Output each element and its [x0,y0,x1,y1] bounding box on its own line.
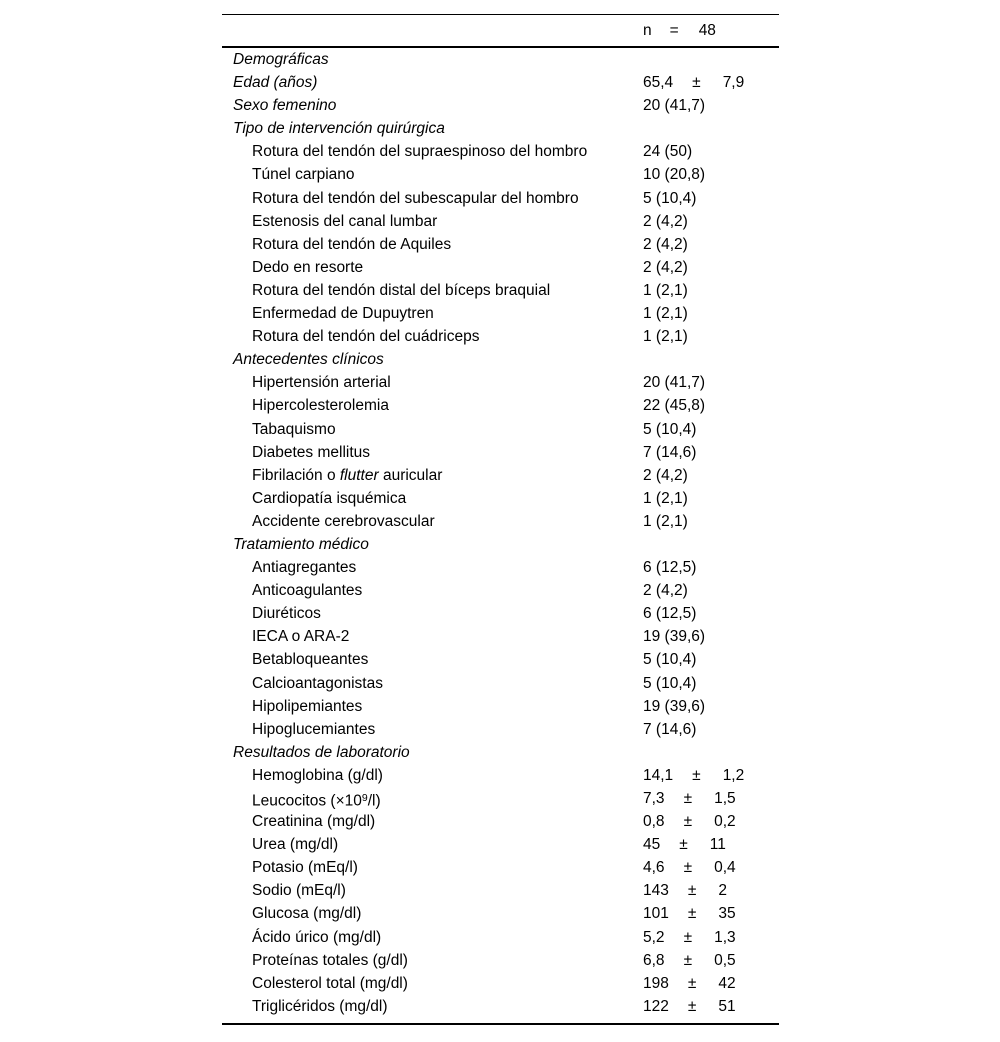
row-label [233,71,317,94]
section-row [222,117,779,140]
label-text: Proteínas totales (g/dl) [252,951,408,969]
label-text: IECA o ARA-2 [252,628,350,646]
label-text: Resultados de laboratorio [233,743,410,761]
stat-mean: 5,2 [643,928,665,946]
stat-sd: 7,9 [722,74,745,92]
row-label [252,695,362,718]
label-text: Ácido úrico (mg/dl) [252,928,382,946]
row-value-stat [643,902,736,925]
row-value-count: 2 (4,2) [643,466,688,484]
table-row [222,602,779,625]
table-row [222,995,779,1018]
stat-mean: 6,8 [643,951,665,969]
row-value-count: 1 (2,1) [643,305,688,323]
table-header-row [222,15,779,48]
row-value-count: 2 (4,2) [643,258,688,276]
table-rule-bottom [222,1023,779,1025]
row-value-count: 10 (20,8) [643,166,706,184]
row-value-count: 5 (10,4) [643,651,697,669]
table-row [222,394,779,417]
row-value-count: 19 (39,6) [643,628,706,646]
table-row [222,464,779,487]
table-row [222,256,779,279]
label-text: Sexo femenino [233,97,337,115]
row-label [252,418,336,441]
row-label [252,926,381,949]
table-row [222,648,779,671]
label-text: Betabloqueantes [252,651,369,669]
stat-sd: 11 [709,836,726,854]
row-label [252,487,406,510]
label-text: Tratamiento médico [233,535,369,553]
row-label [252,810,375,833]
row-value-stat [643,879,727,902]
row-value-count: 24 (50) [643,143,693,161]
label-text: Diabetes mellitus [252,443,371,461]
row-value-stat [643,810,736,833]
table-row [222,418,779,441]
row-value-count: 1 (2,1) [643,328,688,346]
row-label [252,394,389,417]
stat-mean: 143 [643,882,669,900]
label-text: flutter [339,466,379,484]
plus-minus-sign: ± [679,836,688,854]
plus-minus-sign: ± [687,882,697,900]
row-value-stat [643,833,726,856]
label-text: Rotura del tendón de Aquiles [252,235,452,253]
row-value-stat [643,71,744,94]
row-label [233,348,384,371]
row-label [252,672,383,695]
label-text: Estenosis del canal lumbar [252,212,438,230]
label-text: Rotura del tendón distal del bíceps braquial [252,281,551,299]
row-label [252,210,437,233]
table-row [222,187,779,210]
plus-minus-sign: ± [692,766,701,784]
row-label [252,163,355,186]
stat-sd: 42 [718,974,736,992]
label-text: Tabaquismo [252,420,336,438]
table-row [222,787,779,810]
label-text: Demográficas [233,51,329,68]
row-value-count: 7 (14,6) [643,720,697,738]
row-value-stat [643,856,736,879]
stat-sd: 1,5 [714,790,736,807]
table-row [222,94,779,117]
label-text: Colesterol total (mg/dl) [252,974,408,992]
stat-sd: 1,2 [722,766,745,784]
stat-sd: 2 [718,882,728,900]
row-value-count: 1 (2,1) [643,489,688,507]
table-row [222,441,779,464]
label-text: Leucocitos (×10 [252,792,362,810]
table-row [222,371,779,394]
plus-minus-sign: ± [683,951,693,969]
row-label [252,140,587,163]
row-label [252,879,346,902]
label-text: Potasio (mEq/l) [252,859,358,877]
stat-sd: 0,2 [714,813,736,831]
row-value-stat [643,926,736,949]
stat-sd: 35 [718,905,736,923]
table-row [222,695,779,718]
stat-sd: 0,5 [714,951,736,969]
table-row [222,510,779,533]
label-text: Triglicéridos (mg/dl) [252,997,388,1015]
table-row [222,210,779,233]
label-text: Enfermedad de Dupuytren [252,305,434,323]
label-text: Creatinina (mg/dl) [252,813,376,831]
table-row [222,810,779,833]
plus-minus-sign: ± [683,813,693,831]
table-row [222,972,779,995]
table-row [222,926,779,949]
label-text: Urea (mg/dl) [252,836,339,854]
label-text: Anticoagulantes [252,582,363,600]
row-label [252,995,388,1018]
stat-mean: 4,6 [643,859,665,877]
label-text: auricular [378,466,443,484]
plus-minus-sign: ± [683,859,693,877]
row-label [252,279,550,302]
section-row [222,741,779,764]
row-label [252,972,408,995]
stat-mean: 122 [643,997,669,1015]
label-text: Fibrilación o [252,466,340,484]
row-value-count: 5 (10,4) [643,420,697,438]
row-value-count: 5 (10,4) [643,189,697,207]
section-row [222,48,779,71]
row-value-count: 1 (2,1) [643,512,688,530]
label-text: Tipo de intervención quirúrgica [233,120,445,138]
row-value-count: 20 (41,7) [643,374,706,392]
stat-sd: 51 [718,997,736,1015]
row-value-count: 1 (2,1) [643,281,688,299]
table-row [222,556,779,579]
stat-mean: 101 [643,905,669,923]
row-label [233,94,336,117]
stat-mean: 7,3 [643,790,665,807]
label-text: Cardiopatía isquémica [252,489,407,507]
stat-mean: 45 [643,836,661,854]
label-text: /l) [367,792,381,810]
label-text: Hipercolesterolemia [252,397,389,415]
table [222,14,779,1025]
table-body [222,48,779,1018]
table-row [222,302,779,325]
label-text: Túnel carpiano [252,166,355,184]
row-label [252,510,435,533]
row-label [252,302,434,325]
table-row [222,625,779,648]
table-row [222,718,779,741]
stat-mean: 14,1 [643,766,674,784]
row-value-count: 6 (12,5) [643,605,697,623]
table-row [222,71,779,94]
label-text: Glucosa (mg/dl) [252,905,362,923]
row-label [233,741,410,764]
row-value-stat [643,787,736,810]
label-text: Calcioantagonistas [252,674,383,692]
row-label [252,787,381,813]
table-row [222,764,779,787]
label-text: Hipoglucemiantes [252,720,376,738]
row-label [252,856,358,879]
row-value-count: 6 (12,5) [643,559,697,577]
label-text: Antiagregantes [252,559,357,577]
stat-mean: 198 [643,974,669,992]
row-value-count: 5 (10,4) [643,674,697,692]
stat-sd: 1,3 [714,928,736,946]
table-row [222,140,779,163]
label-text: Edad (años) [233,74,318,92]
table-row [222,833,779,856]
label-text: 9 [361,792,368,804]
label-text: Hemoglobina (g/dl) [252,766,383,784]
row-label [252,718,375,741]
table-row [222,279,779,302]
section-row [222,533,779,556]
row-label [252,371,391,394]
label-text: Antecedentes clínicos [233,351,384,369]
n-label: n [643,22,652,39]
row-value-count: 22 (45,8) [643,397,706,415]
row-label [233,117,445,140]
row-value-count: 19 (39,6) [643,697,706,715]
section-row [222,348,779,371]
row-label [252,648,368,671]
stat-sd: 0,4 [714,859,736,877]
row-value-stat [643,764,744,787]
plus-minus-sign: ± [683,790,693,807]
row-label [252,579,362,602]
label-text: Hipolipemiantes [252,697,363,715]
row-value-stat [643,949,736,972]
plus-minus-sign: ± [692,74,701,92]
row-value-count: 2 (4,2) [643,235,688,253]
table-header-n [643,15,716,46]
row-label [252,464,442,487]
row-value-count: 20 (41,7) [643,97,706,115]
table-row [222,672,779,695]
stat-mean: 0,8 [643,813,665,831]
row-value-stat [643,995,736,1018]
row-label [252,602,321,625]
label-text: Rotura del tendón del subescapular del hombro [252,189,579,207]
plus-minus-sign: ± [687,974,697,992]
label-text: Rotura del tendón del cuádriceps [252,328,480,346]
row-label [233,533,369,556]
row-label [252,187,579,210]
label-text: Rotura del tendón del supraespinoso del hombro [252,143,588,161]
table-row [222,233,779,256]
row-label [252,325,479,348]
row-label [252,764,383,787]
row-value-count: 7 (14,6) [643,443,697,461]
table-row [222,325,779,348]
row-label [252,949,408,972]
row-value-count: 2 (4,2) [643,582,688,600]
label-text: Sodio (mEq/l) [252,882,346,900]
table-row [222,879,779,902]
row-label [233,48,329,71]
n-value: 48 [698,22,716,39]
table-row [222,902,779,925]
row-label [252,902,361,925]
label-text: Accidente cerebrovascular [252,512,435,530]
plus-minus-sign: ± [687,997,697,1015]
row-label [252,233,451,256]
label-text: Hipertensión arterial [252,374,391,392]
table-row [222,579,779,602]
plus-minus-sign: ± [683,928,693,946]
table-row [222,163,779,186]
row-label [252,625,349,648]
table-row [222,856,779,879]
equals-sign: = [669,22,679,39]
table-row [222,487,779,510]
stat-mean: 65,4 [643,74,674,92]
label-text: Dedo en resorte [252,258,364,276]
label-text: Diuréticos [252,605,321,623]
row-value-count: 2 (4,2) [643,212,688,230]
plus-minus-sign: ± [687,905,697,923]
table-row [222,949,779,972]
row-label [252,556,356,579]
row-label [252,441,370,464]
row-label [252,256,363,279]
row-label [252,833,338,856]
row-value-stat [643,972,736,995]
